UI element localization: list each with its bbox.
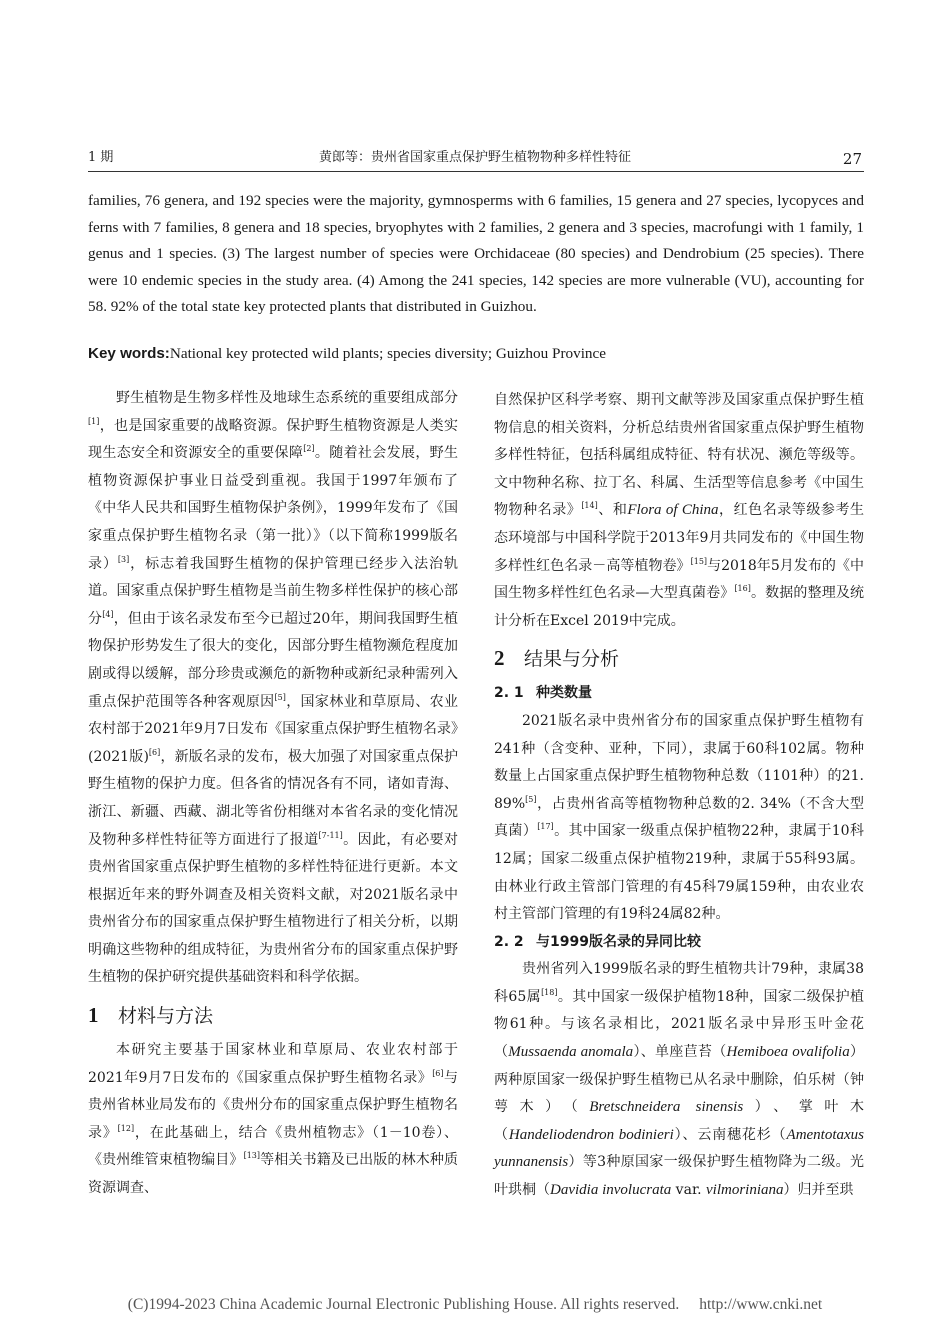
abstract-continuation: families, 76 genera, and 192 species were the majority, gymnosperms with 6 families, 15 genera and 27 species, lycopyces and ferns with 7 families, 8 genera and 18 species, bryophytes with 2 families, 2 genera and 3 species, macrofungi with 1 family, 1 genus and 1 species. (3) The largest number of species were Orchidaceae (80 species) and Dendrobium (25 species). There were 10 endemic species in the study area. (4) Among the 241 species, 142 species are more vulnerable (VU), accounting for 58. 92% of the total state key protected plants that distributed in Guizhou. <box>88 192 864 315</box>
intro-paragraph: 野生植物是生物多样性及地球生态系统的重要组成部分[1]，也是国家重要的战略资源。保护野生植物资源是人类实现生态安全和资源安全的重要保障[2]。随着社会发展，野生植物资源保护事业日益受到重视。我国于1997年颁布了《中华人民共和国野生植物保护条例》，1999年发布了《国家重点保护野生植物名录（第一批）》（以下简称1999版名录）[3]，标志着我国野生植物的保护管理已经步入法治轨道。国家重点保护野生植物是当前生物多样性保护的核心部分[4]，但由于该名录发布至今已超过20年，期间我国野生植物保护形势发生了很大的变化，因部分野生植物濒危程度加剧或得以缓解，部分珍贵或濒危的新物种或新纪录种需列入重点保护范围等各种客观原因[5]，国家林业和草原局、农业农村部于2021年9月7日发布《国家重点保护野生植物名录》(2021版)[6]，新版名录的发布，极大加强了对国家重点保护野生植物的保护力度。但各省的情况各有不同，诸如青海、浙江、新疆、西藏、湖北等省份相继对本省名录的变化情况及物种多样性特征等方面进行了报道[7-11]。因此，有必要对贵州省国家重点保护野生植物的多样性特征进行更新。本文根据近年来的野外调查及相关资料文献，对2021版名录中贵州省分布的国家重点保护野生植物进行了相关分析，以期明确这些物种的组成特征，为贵州省分布的国家重点保护野生植物的保护研究提供基础资料和科学依据。 <box>88 390 459 986</box>
species-count-paragraph: 2021版名录中贵州省分布的国家重点保护野生植物有241种（含变种、亚种，下同），隶属于60科102属。物种数量上占国家重点保护野生植物物种总数（1101种）的21. 89%[5]，占贵州省高等植物物种总数的2. 34%（不含大型真菌）[17]。其中国家一级重点保护植物22种，隶属于10科12属；国家二级重点保护植物219种，隶属于55科93属。由林业行政主管部门管理的有45科79属159种，由农业农村主管部门管理的有19科24属82种。 <box>494 712 864 923</box>
header-rule <box>88 171 864 172</box>
keywords-label: Key words: <box>88 345 170 362</box>
ref-1[interactable]: [1] <box>88 416 100 426</box>
ref-6b[interactable]: [6] <box>432 1068 444 1078</box>
keywords-text: National key protected wild plants; species diversity; Guizhou Province <box>169 345 606 362</box>
copyright-footer <box>0 1296 950 1314</box>
ref-15[interactable]: [15] <box>690 556 708 566</box>
cnki-link[interactable]: http://www.cnki.net <box>699 1296 823 1313</box>
ref-12[interactable]: [12] <box>117 1123 135 1133</box>
ref-14[interactable]: [14] <box>581 501 598 511</box>
section-1-heading <box>88 1000 458 1031</box>
copyright-text: (C)1994-2023 China Academic Journal Electronic Publishing House. All rights reserved. <box>127 1296 680 1313</box>
ref-16[interactable]: [16] <box>734 584 751 594</box>
species-handeliodendron: Handeliodendron bodinieri <box>508 1126 674 1143</box>
running-title: 黄郎等：贵州省国家重点保护野生植物物种多样性特征 <box>318 150 631 165</box>
methods-paragraph: 本研究主要基于国家林业和草原局、农业农村部于2021年9月7日发布的《国家重点保护野生植物名录》[6]与贵州省林业局发布的《贵州分布的国家重点保护野生植物名录》[12]，在此基础上，结合《贵州植物志》（1－10卷）、《贵州维管束植物编目》[13]等相关书籍及已出版的林木种质资源调查、 <box>88 1042 459 1197</box>
issue-label: 1 期 <box>88 150 114 165</box>
ref-7-11[interactable]: [7-11] <box>318 830 343 840</box>
section-1-number: 1 <box>88 1003 99 1028</box>
subsection-2-1-title: 种类数量 <box>536 685 592 702</box>
ref-13[interactable]: [13] <box>243 1151 260 1161</box>
subsection-2-2-heading <box>494 929 864 957</box>
species-hemiboea: Hemiboea ovalifolia <box>726 1044 850 1061</box>
flora-of-china-title: Flora of China <box>627 502 719 519</box>
section-2-title: 结果与分析 <box>524 648 620 671</box>
species-davidia: Davidia involucrata <box>550 1182 672 1199</box>
subsection-2-2-title: 与1999版名录的异同比较 <box>536 933 701 950</box>
page-number: 27 <box>842 150 862 168</box>
ref-4[interactable]: [4] <box>102 609 114 619</box>
section-1-title: 材料与方法 <box>118 1005 214 1028</box>
species-mussaenda: Mussaenda anomala <box>508 1044 634 1061</box>
ref-17[interactable]: [17] <box>537 822 554 832</box>
left-column <box>88 385 458 1203</box>
ref-2[interactable]: [2] <box>303 444 315 454</box>
species-amentotaxus: Amentotaxus yunnanensis <box>494 1126 865 1171</box>
ref-5[interactable]: [5] <box>274 692 286 702</box>
subsection-2-1-heading <box>494 680 864 708</box>
methods-continuation: 自然保护区科学考察、期刊文献等涉及国家重点保护野生植物信息的相关资料，分析总结贵州省国家重点保护野生植物多样性特征，包括科属组成特征、特有状况、濒危等级等。文中物种名称、拉丁名、科属、生活型等信息参考《中国生物物种名录》[14]、和Flora of China，红色名录等级参考生态环境部与中国科学院于2013年9月共同发布的《中国生物多样性红色名录－高等植物卷》[15]与2018年5月发布的《中国生物多样性红色名录—大型真菌卷》[16]。数据的整理及统计分析在Excel 2019中完成。 <box>494 392 865 629</box>
comparison-paragraph: 贵州省列入1999版名录的野生植物共计79种，隶属38科65属[18]。其中国家一级保护植物18种，国家二级保护植物61种。与该名录相比，2021版名录中异形玉叶金花（Mussaenda anomala）、单座苣苔（Hemiboea ovalifolia）两种原国家一级保护野生植物已从名录中删除，伯乐树（钟萼木）（Bretschneidera sinensis）、掌叶木（Handeliodendron bodinieri）、云南穗花杉（Amentotaxus yunnanensis）等3种原国家一级保护野生植物降为二级。光叶珙桐（Davidia involucrata var. vilmoriniana）归并至珙 <box>494 961 865 1199</box>
keywords-line <box>88 341 864 367</box>
right-column <box>494 387 864 1205</box>
subsection-2-1-number: 2. 1 <box>494 685 524 702</box>
ref-6[interactable]: [6] <box>148 747 161 757</box>
subsection-2-2-number: 2. 2 <box>494 933 524 950</box>
section-2-heading <box>494 643 864 674</box>
ref-18[interactable]: [18] <box>541 987 558 997</box>
ref-3[interactable]: [3] <box>117 554 130 564</box>
species-bretschneidera: Bretschneidera sinensis <box>589 1099 744 1116</box>
species-davidia-variety: vilmoriniana <box>706 1182 784 1199</box>
ref-5b[interactable]: [5] <box>525 794 537 804</box>
section-2-number: 2 <box>494 646 505 671</box>
